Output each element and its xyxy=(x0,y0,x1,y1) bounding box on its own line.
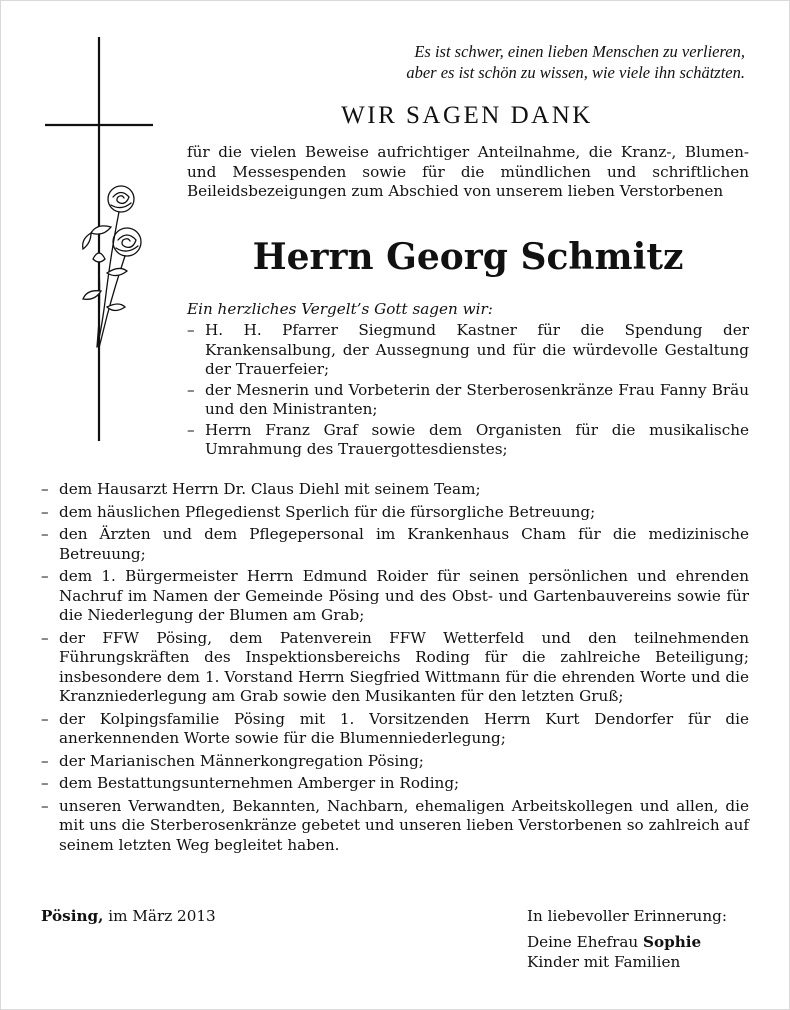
thanks-list-top xyxy=(187,321,749,461)
list-item-text: dem 1. Bürgermeister Herrn Edmund Roider für seinen persönlichen und ehrenden Nachruf im Namen der Gemeinde Pösing und des Obst- und Gartenbauvereins sowie für die Niederlegung der Blumen am Grab; xyxy=(59,567,749,624)
bullet-dash: – xyxy=(41,525,49,543)
closing-text: In liebevoller Erinnerung: xyxy=(527,907,727,925)
bullet-dash: – xyxy=(41,567,49,585)
list-item xyxy=(41,567,749,626)
date-text: im März 2013 xyxy=(103,907,216,925)
list-item xyxy=(187,321,749,380)
list-item xyxy=(41,797,749,856)
list-item xyxy=(41,629,749,707)
bullet-dash: – xyxy=(187,321,195,339)
deceased-name: Herrn Georg Schmitz xyxy=(252,236,684,278)
motto-line-2: aber es ist schön zu wissen, wie viele ihn schätzten. xyxy=(406,63,745,82)
list-item-text: den Ärzten und dem Pflegepersonal im Krankenhaus Cham für die medizinische Betreuung; xyxy=(59,525,749,563)
list-item-text: unseren Verwandten, Bekannten, Nachbarn, ehemaligen Arbeitskollegen und allen, die mit uns die Sterberosenkränze gebetet und unseren lieben Verstorbenen so zahlreich auf seinem letzten Weg begleitet haben. xyxy=(59,796,749,854)
thanks-list-bottom xyxy=(41,480,749,858)
list-item-text: der Mesnerin und Vorbeterin der Sterberosenkränze Frau Fanny Bräu und den Ministranten; xyxy=(205,380,749,418)
place-date xyxy=(41,906,216,926)
list-item-text: der Kolpingsfamilie Pösing mit 1. Vorsitzenden Herrn Kurt Dendorfer für die anerkennenden Worte sowie für die Blumenniederlegung; xyxy=(59,709,749,747)
list-item-text: dem Hausarzt Herrn Dr. Claus Diehl mit seinem Team; xyxy=(59,480,481,498)
list-item-text: Herrn Franz Graf sowie dem Organisten für die musikalische Umrahmung des Trauergottesdienstes; xyxy=(205,420,749,458)
bullet-dash: – xyxy=(41,751,49,770)
list-item xyxy=(41,710,749,749)
bullet-dash: – xyxy=(41,774,49,792)
headline: WIR SAGEN DANK xyxy=(341,102,593,129)
wife-name: Sophie xyxy=(643,933,702,951)
list-item xyxy=(41,752,749,772)
family-line: Kinder mit Familien xyxy=(527,953,681,971)
bullet-dash: – xyxy=(187,420,195,439)
bullet-dash: – xyxy=(41,480,49,498)
list-item-text: H. H. Pfarrer Siegmund Kastner für die Spendung der Krankensalbung, der Aussegnung und für die würdevolle Gestaltung der Trauerfeier; xyxy=(205,321,749,378)
list-item xyxy=(187,381,749,420)
list-item-text: dem Bestattungsunternehmen Amberger in Roding; xyxy=(59,774,460,792)
list-item xyxy=(41,525,749,564)
bullet-dash: – xyxy=(41,709,49,728)
signature-block xyxy=(527,906,757,972)
list-item xyxy=(41,774,749,794)
bullet-dash: – xyxy=(41,796,49,815)
place-name: Pösing, xyxy=(41,907,104,925)
wife-prefix: Deine Ehefrau xyxy=(527,933,644,951)
cross-with-roses-icon xyxy=(41,37,161,447)
bullet-dash: – xyxy=(41,502,49,521)
motto xyxy=(185,41,745,83)
list-item-text: dem häuslichen Pflegedienst Sperlich für die fürsorgliche Betreuung; xyxy=(59,502,596,521)
wife-line xyxy=(527,932,757,952)
list-item-text: der Marianischen Männerkongregation Pösing; xyxy=(59,751,424,770)
motto-line-1: Es ist schwer, einen lieben Menschen zu verlieren, xyxy=(414,42,745,61)
bullet-dash: – xyxy=(187,380,195,399)
list-item-text: der FFW Pösing, dem Patenverein FFW Wetterfeld und den teilnehmenden Führungskräften des Inspektionsbereichs Roding für die zahlreiche Beteiligung; insbesondere dem 1. Vorstand Herrn Siegfried Wittmann für die ehrenden Worte und die Kranzniederlegung am Grab sowie den Musikanten für den letzten Gruß; xyxy=(59,628,749,705)
list-item xyxy=(41,480,749,500)
bullet-dash: – xyxy=(41,628,49,647)
intro-text: für die vielen Beweise aufrichtiger Anteilnahme, die Kranz-, Blumen- und Messespenden sowie für die mündlichen und schriftlichen Beileidsbezeigungen zum Abschied von unserem lieben Verstorbenen xyxy=(187,143,749,200)
list-item xyxy=(41,503,749,523)
thanks-intro: Ein herzliches Vergelt’s Gott sagen wir: xyxy=(187,300,493,318)
list-item xyxy=(187,421,749,460)
